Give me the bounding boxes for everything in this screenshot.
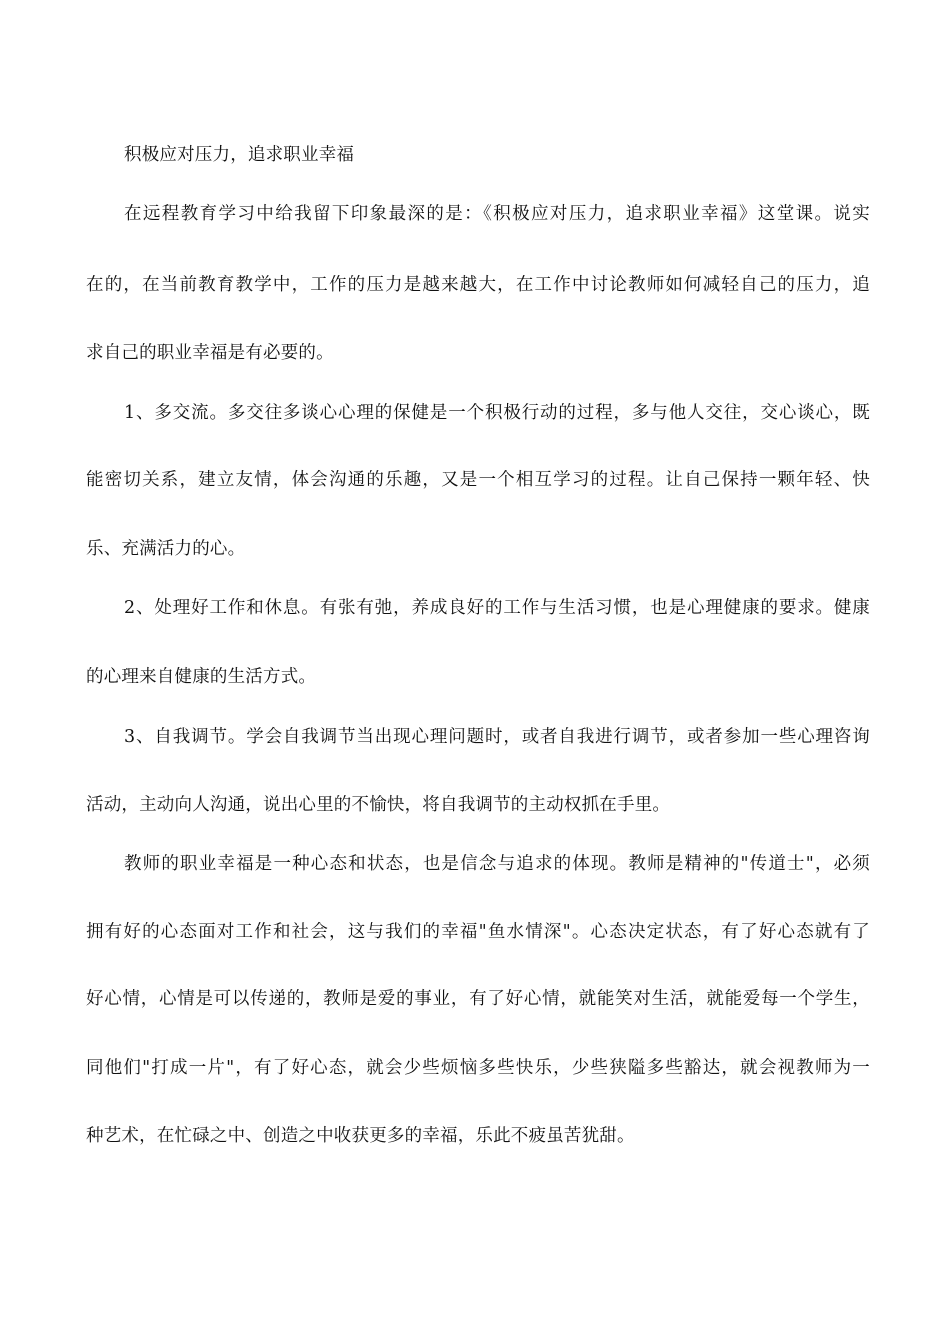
document-title: 积极应对压力，追求职业幸福 <box>124 145 355 165</box>
paragraph-2-line-3: 乐、充满活力的心。 <box>86 539 246 559</box>
paragraph-1-line-1: 在远程教育学习中给我留下印象最深的是：《积极应对压力，追求职业幸福》这堂课。说实 <box>124 204 870 224</box>
paragraph-3-line-2: 的心理来自健康的生活方式。 <box>86 667 317 687</box>
paragraph-4-line-2: 活动，主动向人沟通，说出心里的不愉快，将自我调节的主动权抓在手里。 <box>86 795 671 815</box>
paragraph-3-line-1: 2、处理好工作和休息。有张有弛，养成良好的工作与生活习惯，也是心理健康的要求。健康 <box>124 598 870 618</box>
paragraph-1-line-3: 求自己的职业幸福是有必要的。 <box>86 343 334 363</box>
paragraph-1-line-2: 在的，在当前教育教学中，工作的压力是越来越大，在工作中讨论教师如何减轻自己的压力，追 <box>86 275 870 295</box>
paragraph-2-line-1: 1、多交流。多交往多谈心心理的保健是一个积极行动的过程，多与他人交往，交心谈心，既 <box>124 403 870 423</box>
paragraph-5-line-4: 同他们"打成一片"，有了好心态，就会少些烦恼多些快乐，少些狭隘多些豁达，就会视教师为一 <box>86 1058 870 1078</box>
paragraph-5-line-1: 教师的职业幸福是一种心态和状态，也是信念与追求的体现。教师是精神的"传道士"，必须 <box>124 854 870 874</box>
paragraph-5-line-2: 拥有好的心态面对工作和社会，这与我们的幸福"鱼水情深"。心态决定状态，有了好心态就有了 <box>86 922 870 942</box>
paragraph-5-line-3: 好心情，心情是可以传递的，教师是爱的事业，有了好心情，就能笑对生活，就能爱每一个学生， <box>86 989 870 1009</box>
paragraph-2-line-2: 能密切关系，建立友情，体会沟通的乐趣，又是一个相互学习的过程。让自己保持一颗年轻、快 <box>86 470 870 490</box>
paragraph-5-line-5: 种艺术，在忙碌之中、创造之中收获更多的幸福，乐此不疲虽苦犹甜。 <box>86 1126 635 1146</box>
paragraph-4-line-1: 3、自我调节。学会自我调节当出现心理问题时，或者自我进行调节，或者参加一些心理咨询 <box>124 727 870 747</box>
